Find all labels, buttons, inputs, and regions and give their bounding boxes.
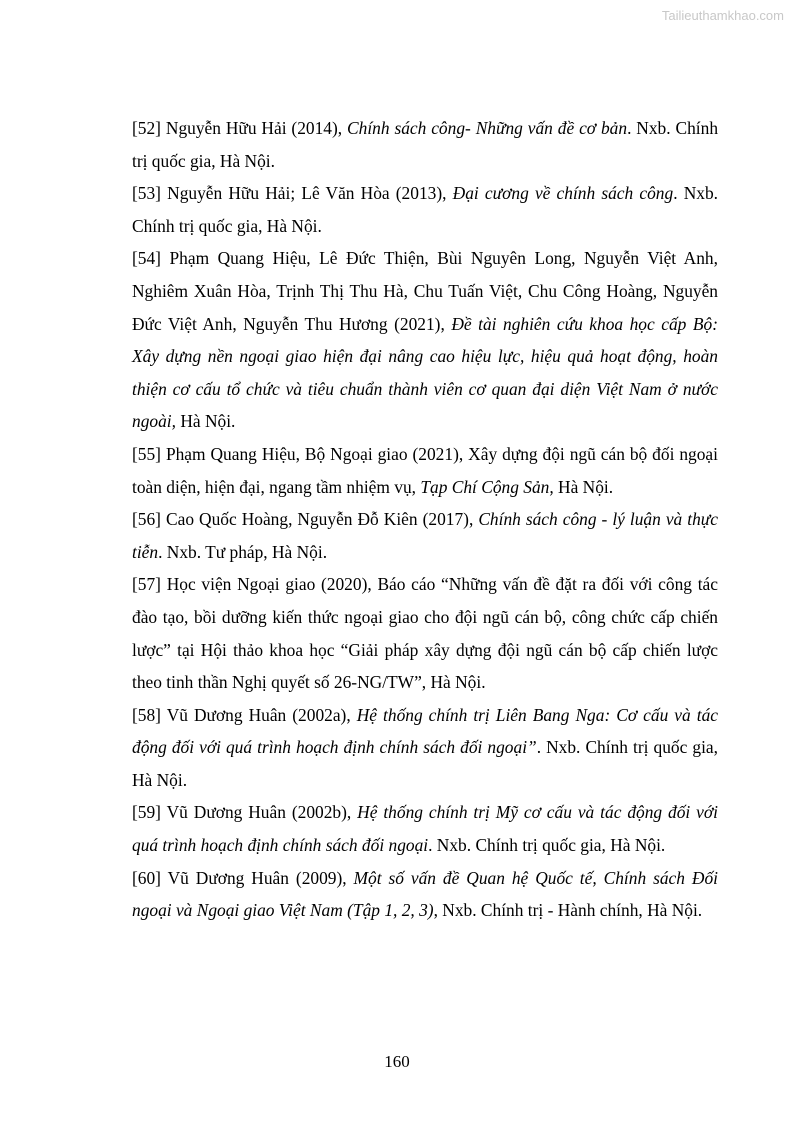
reference-authors: Vũ Dương Huân (2002b),: [166, 802, 358, 823]
reference-authors: Vũ Dương Huân (2002a),: [166, 704, 357, 725]
reference-item-57: [132, 568, 718, 698]
reference-authors: Phạm Quang Hiệu, Bộ Ngoại giao (2021), Xây dựng đội ngũ cán bộ đối ngoại toàn diện, hiện đại, ngang tầm nhiệm vụ,: [132, 443, 718, 497]
reference-number: [56]: [132, 509, 161, 530]
reference-title: Một số vấn đề Quan hệ Quốc tế, Chính sách Đối ngoại và Ngoại giao Việt Nam (Tập 1, 2, 3): [132, 867, 718, 921]
reference-title: Đại cương về chính sách công: [452, 183, 674, 204]
reference-authors: Vũ Dương Huân (2009),: [167, 867, 354, 888]
reference-number: [59]: [132, 802, 161, 823]
reference-number: [53]: [132, 183, 161, 204]
reference-publisher: . Nxb. Chính trị quốc gia, Hà Nội.: [428, 835, 666, 856]
reference-list: [132, 112, 718, 927]
reference-number: [55]: [132, 443, 161, 464]
reference-item-53: [132, 177, 718, 242]
reference-title: Đề tài nghiên cứu khoa học cấp Bộ: Xây dựng nền ngoại giao hiện đại nâng cao hiệu lực, hiệu quả hoạt động, hoàn thiện cơ cấu tổ chức và tiêu chuẩn thành viên cơ quan đại diện Việt Nam ở nước ngoài,: [132, 313, 718, 432]
reference-authors: Phạm Quang Hiệu, Lê Đức Thiện, Bùi Nguyên Long, Nguyễn Việt Anh, Nghiêm Xuân Hòa, Trịnh Thị Thu Hà, Chu Tuấn Việt, Chu Công Hoàng, Nguyễn Đức Việt Anh, Nguyễn Thu Hương (2021),: [132, 248, 718, 334]
reference-number: [52]: [132, 118, 161, 138]
reference-publisher: . Nxb. Tư pháp, Hà Nội.: [158, 541, 328, 562]
reference-title: Chính sách công - lý luận và thực tiễn: [132, 509, 718, 562]
reference-number: [54]: [132, 248, 161, 269]
reference-authors: Nguyễn Hữu Hải (2014),: [165, 118, 348, 138]
reference-item-59: [132, 796, 718, 861]
reference-authors: Học viện Ngoại giao (2020), Báo cáo “Những vấn đề đặt ra đối với công tác đào tạo, bồi dưỡng kiến thức ngoại giao cho đội ngũ cán bộ, công chức cấp chiến lược” tại Hội thảo khoa học “Giải pháp xây dựng đội ngũ cán bộ cấp chiến lược theo tinh thần Nghị quyết số 26-NG/TW”, Hà Nội.: [132, 574, 718, 693]
reference-title: Tạp Chí Cộng Sản,: [420, 476, 554, 497]
reference-publisher: . Nxb. Chính trị quốc gia, Hà Nội.: [132, 118, 719, 171]
reference-item-60: [132, 862, 718, 927]
reference-publisher: , Nxb. Chính trị - Hành chính, Hà Nội.: [433, 900, 703, 921]
reference-item-58: [132, 699, 718, 797]
reference-title: Hệ thống chính trị Liên Bang Nga: Cơ cấu và tác động đối với quá trình hoạch định chính sách đối ngoại”: [132, 704, 718, 758]
reference-title: Hệ thống chính trị Mỹ cơ cấu và tác động đối với quá trình hoạch định chính sách đối ngoại: [132, 802, 718, 856]
watermark: Tailieuthamkhao.com: [661, 8, 784, 23]
reference-item-54: [132, 242, 718, 438]
reference-item-55: [132, 438, 718, 503]
reference-item-56: [132, 503, 718, 568]
reference-number: [57]: [132, 574, 161, 595]
reference-title: Chính sách công- Những vấn đề cơ bản: [347, 118, 628, 138]
page-number: 160: [384, 1052, 410, 1071]
reference-authors: Cao Quốc Hoàng, Nguyễn Đỗ Kiên (2017),: [166, 509, 479, 530]
reference-authors: Nguyễn Hữu Hải; Lê Văn Hòa (2013),: [167, 183, 453, 204]
reference-publisher: Hà Nội.: [553, 476, 614, 497]
reference-number: [58]: [132, 704, 161, 725]
reference-number: [60]: [132, 867, 161, 888]
reference-item-52: [132, 112, 718, 177]
reference-publisher: Hà Nội.: [175, 411, 236, 432]
reference-publisher: . Nxb. Chính trị quốc gia, Hà Nội.: [132, 183, 718, 236]
reference-publisher: . Nxb. Chính trị quốc gia, Hà Nội.: [132, 737, 718, 790]
